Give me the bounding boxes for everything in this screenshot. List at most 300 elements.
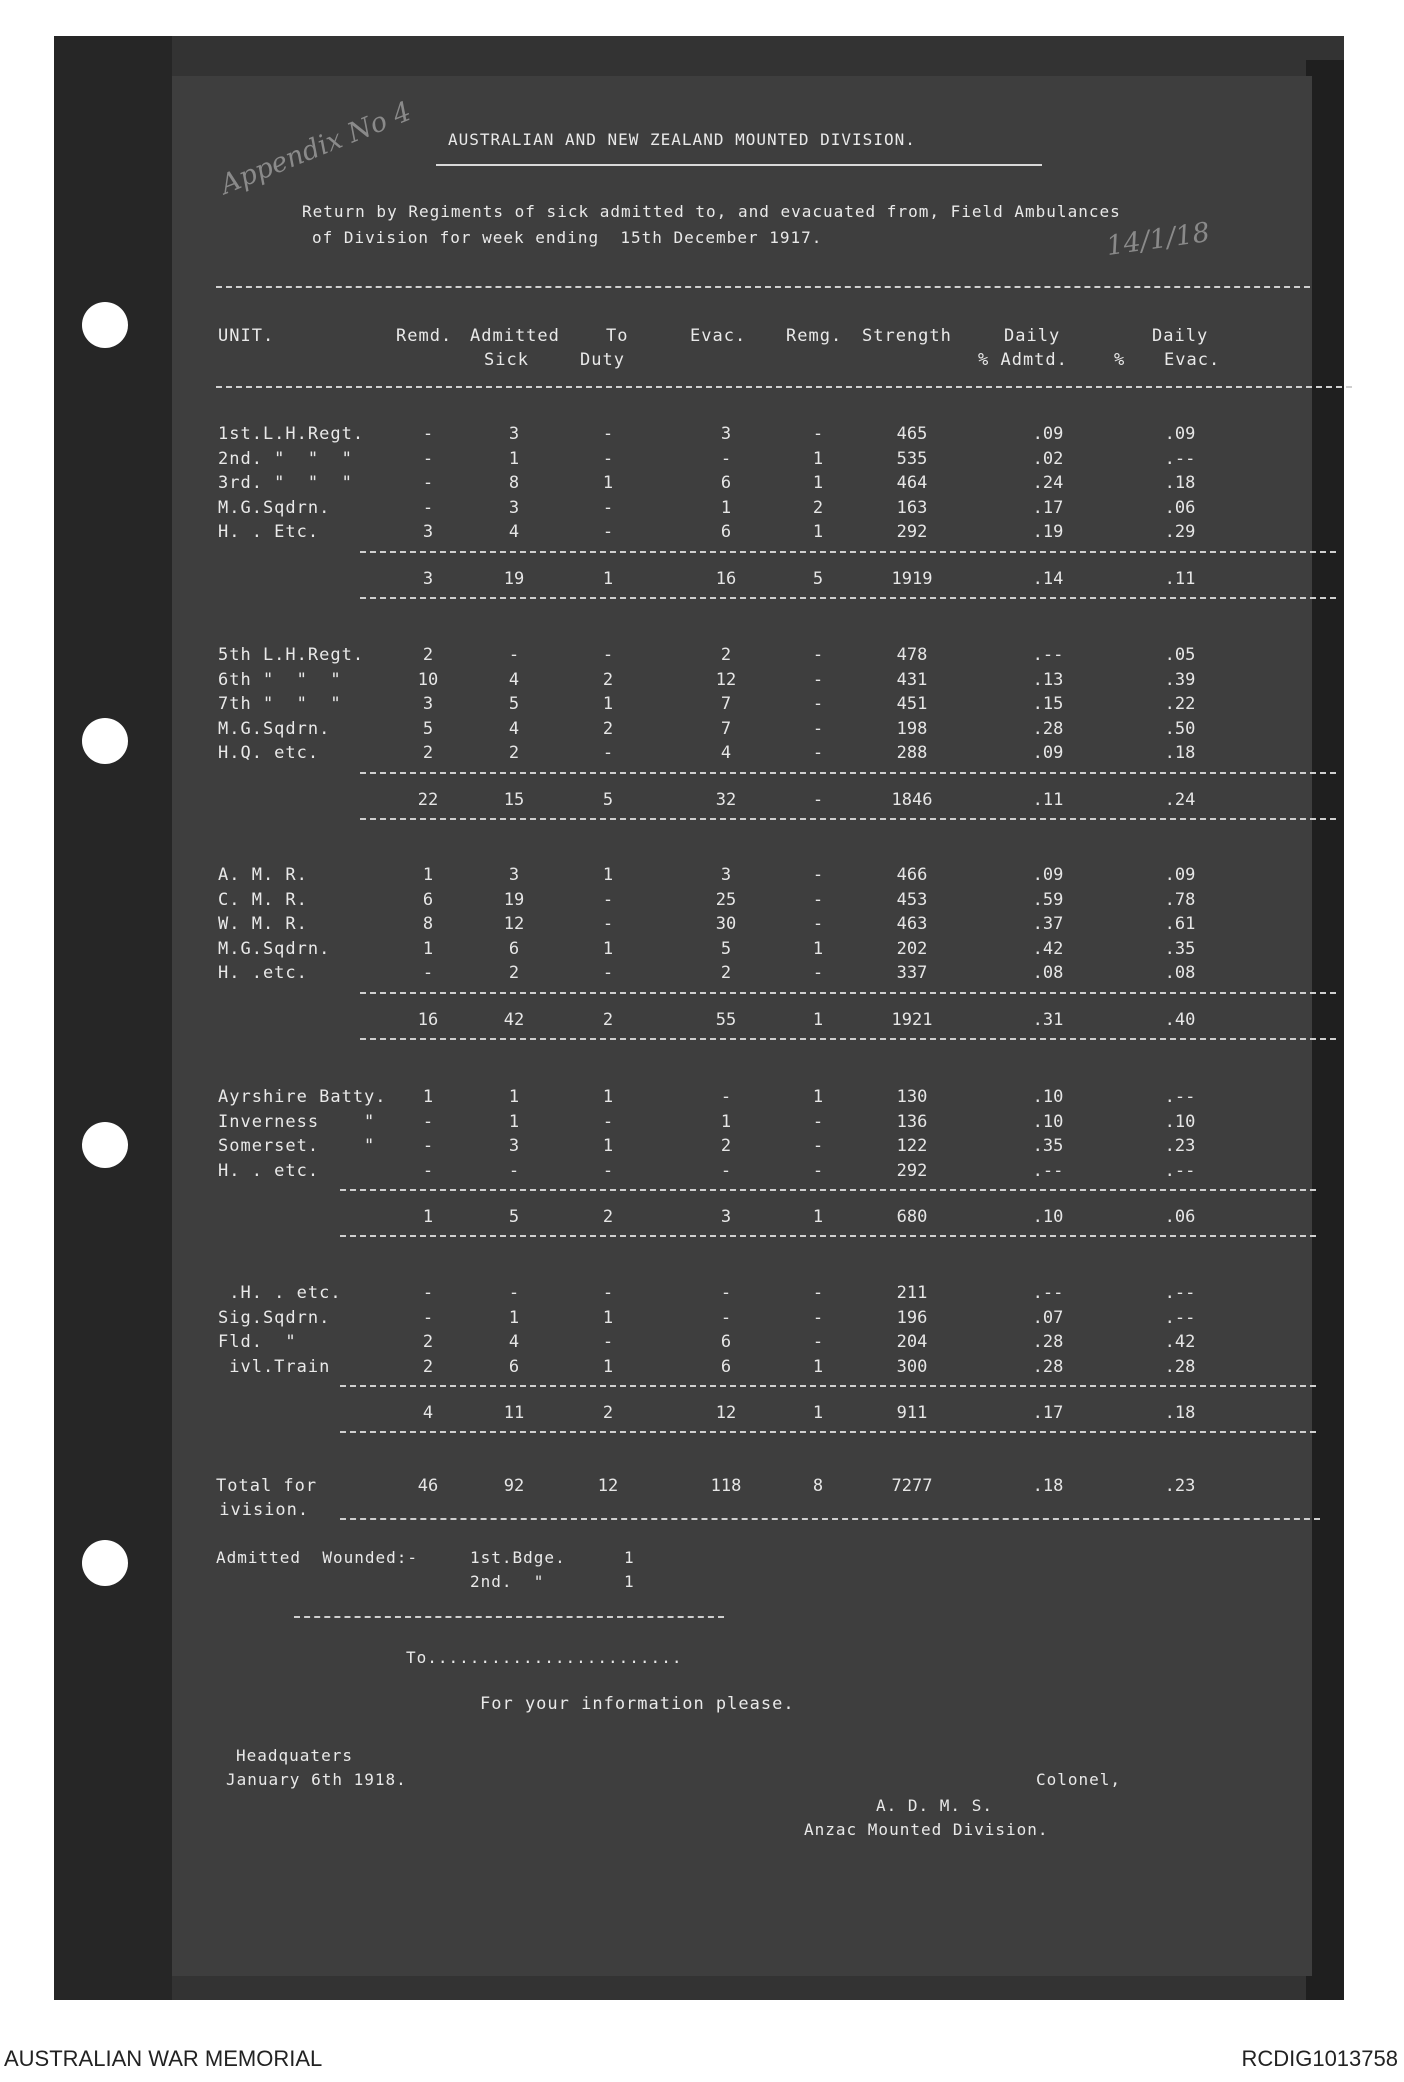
table-cell: .06 — [1164, 497, 1196, 518]
table-cell: 1 — [720, 497, 732, 518]
signature-rank: Colonel, — [1036, 1770, 1122, 1789]
table-cell: 3 — [422, 522, 434, 542]
table-cell: - — [812, 424, 824, 444]
table-cell: 5 — [720, 938, 732, 959]
table-cell: 2 — [422, 1332, 434, 1352]
table-cell: 1 — [812, 522, 824, 542]
unit-name-cell: H. . etc. — [218, 1160, 320, 1181]
table-cell: - — [508, 645, 520, 665]
wounded-unit-2: 2nd. " — [470, 1572, 545, 1591]
signature-title: A. D. M. S. — [876, 1796, 993, 1815]
table-cell: - — [812, 1307, 824, 1328]
subtotal-rule-bottom — [360, 597, 1336, 599]
table-cell: 7 — [720, 694, 732, 714]
table-cell: 12 — [503, 914, 525, 934]
table-cell: 3 — [508, 424, 520, 444]
table-cell: 6 — [508, 938, 520, 959]
table-cell: .22 — [1164, 694, 1196, 714]
table-cell: 4 — [508, 669, 520, 690]
table-cell: - — [602, 963, 614, 983]
table-cell: - — [720, 1283, 732, 1303]
subtotal-cell: 1 — [812, 1207, 824, 1227]
table-cell: - — [422, 473, 434, 493]
table-cell: - — [602, 914, 614, 934]
division-total-rule — [340, 1518, 1320, 1520]
table-cell: 463 — [896, 914, 928, 934]
table-cell: - — [720, 448, 732, 469]
subtotal-rule-top — [360, 551, 1336, 553]
subtotal-cell: 1919 — [891, 568, 933, 589]
table-cell: 136 — [896, 1111, 928, 1132]
unit-name-cell: H. .etc. — [218, 963, 308, 983]
table-cell: - — [602, 743, 614, 763]
table-cell: 1 — [812, 473, 824, 493]
table-cell: 4 — [508, 1332, 520, 1352]
table-cell: .39 — [1164, 669, 1196, 690]
table-cell: 478 — [896, 645, 928, 665]
table-cell: - — [812, 645, 824, 665]
unit-name-cell: 7th " " " — [218, 694, 342, 714]
table-cell: .09 — [1032, 424, 1064, 444]
subtotal-cell: 1 — [422, 1207, 434, 1227]
table-cell: 12 — [715, 669, 737, 690]
table-cell: .-- — [1164, 1283, 1196, 1303]
table-cell: 3 — [720, 424, 732, 444]
table-cell: 2 — [812, 497, 824, 518]
subtotal-cell: 12 — [715, 1403, 737, 1423]
table-cell: .07 — [1032, 1307, 1064, 1328]
table-cell: 3 — [422, 694, 434, 714]
table-cell: .18 — [1164, 473, 1196, 493]
subtotal-cell: 1 — [602, 568, 614, 589]
table-cell: .05 — [1164, 645, 1196, 665]
table-cell: - — [602, 448, 614, 469]
column-header-to: To — [606, 326, 629, 346]
table-cell: 1 — [812, 1356, 824, 1377]
subtotal-rule-bottom — [360, 1038, 1336, 1040]
table-cell: .28 — [1032, 1356, 1064, 1377]
table-cell: 30 — [715, 914, 737, 934]
table-cell: 2 — [422, 645, 434, 665]
unit-name-cell: 3rd. " " " — [218, 473, 353, 493]
table-cell: 8 — [508, 473, 520, 493]
subtotal-cell: 5 — [508, 1207, 520, 1227]
subtotal-cell: 16 — [417, 1009, 439, 1030]
subtotal-cell: 15 — [503, 789, 525, 810]
table-cell: 1 — [602, 694, 614, 714]
table-cell: 130 — [896, 1087, 928, 1107]
table-cell: - — [422, 448, 434, 469]
unit-name-cell: C. M. R. — [218, 889, 308, 910]
unit-name-cell: .H. . etc. — [218, 1283, 342, 1303]
table-cell: .09 — [1032, 865, 1064, 885]
subtotal-rule-top — [360, 992, 1336, 994]
subtotal-cell: .31 — [1032, 1009, 1064, 1030]
table-cell: - — [602, 497, 614, 518]
table-cell: - — [422, 1136, 434, 1156]
hq-line-2: January 6th 1918. — [226, 1770, 407, 1789]
table-cell: 2 — [422, 743, 434, 763]
punch-hole — [82, 718, 128, 764]
table-cell: 6 — [720, 522, 732, 542]
table-cell: 2 — [602, 669, 614, 690]
division-total-cell: 46 — [417, 1476, 439, 1496]
subtotal-cell: 5 — [812, 568, 824, 589]
table-cell: .15 — [1032, 694, 1064, 714]
table-cell: 1 — [508, 1307, 520, 1328]
division-total-cell: 92 — [503, 1476, 525, 1496]
unit-name-cell: Somerset. " — [218, 1136, 376, 1156]
subtotal-cell: .40 — [1164, 1009, 1196, 1030]
table-cell: .-- — [1032, 645, 1064, 665]
subtotal-cell: .24 — [1164, 789, 1196, 810]
table-cell: .09 — [1164, 424, 1196, 444]
subtotal-rule-bottom — [360, 818, 1336, 820]
table-cell: 3 — [508, 865, 520, 885]
wounded-value-2: 1 — [624, 1572, 635, 1591]
table-cell: .10 — [1032, 1111, 1064, 1132]
table-cell: .08 — [1032, 963, 1064, 983]
table-cell: - — [812, 1111, 824, 1132]
heading-underline — [436, 164, 1042, 166]
unit-name-cell: Inverness " — [218, 1111, 376, 1132]
date-annotation: 14/1/18 — [1104, 216, 1212, 263]
table-cell: .17 — [1032, 497, 1064, 518]
table-cell: 292 — [896, 522, 928, 542]
unit-name-cell: M.G.Sqdrn. — [218, 718, 331, 739]
archive-footer-left: AUSTRALIAN WAR MEMORIAL — [4, 2046, 323, 2071]
subtotal-cell: .11 — [1164, 568, 1196, 589]
column-header-remd: Remd. — [396, 326, 453, 346]
subtotal-cell: .06 — [1164, 1207, 1196, 1227]
table-cell: 1 — [720, 1111, 732, 1132]
table-cell: - — [812, 669, 824, 690]
table-cell: 4 — [720, 743, 732, 763]
subtotal-cell: 4 — [422, 1403, 434, 1423]
unit-name-cell: 1st.L.H.Regt. — [218, 424, 365, 444]
margin-annotation: Appendix No 4 — [216, 96, 416, 201]
table-cell: - — [812, 1136, 824, 1156]
unit-name-cell: ivl.Train — [218, 1356, 331, 1377]
column-header-strength: Strength — [862, 326, 952, 346]
table-cell: 5 — [422, 718, 434, 739]
table-cell: 5 — [508, 694, 520, 714]
table-cell: 1 — [602, 1087, 614, 1107]
subtotal-cell: .11 — [1032, 789, 1064, 810]
division-total-cell: 118 — [710, 1476, 742, 1496]
table-cell: - — [422, 1307, 434, 1328]
subtotal-rule-top — [340, 1189, 1316, 1191]
punch-hole — [82, 1122, 128, 1168]
column-header-duty: Duty — [580, 350, 625, 370]
table-cell: 1 — [602, 1307, 614, 1328]
subtotal-cell: 22 — [417, 789, 439, 810]
column-header-percent: % — [1114, 350, 1126, 370]
table-cell: 1 — [422, 938, 434, 959]
table-cell: 6 — [720, 1332, 732, 1352]
table-cell: .42 — [1032, 938, 1064, 959]
unit-name-cell: M.G.Sqdrn. — [218, 938, 331, 959]
table-cell: .18 — [1164, 743, 1196, 763]
subtotal-cell: 1 — [812, 1009, 824, 1030]
header-rule-top — [216, 286, 1310, 288]
table-cell: 466 — [896, 865, 928, 885]
subtotal-cell: .18 — [1164, 1403, 1196, 1423]
table-cell: 122 — [896, 1136, 928, 1156]
table-cell: .10 — [1164, 1111, 1196, 1132]
unit-name-cell: Sig.Sqdrn. — [218, 1307, 331, 1328]
hq-line-1: Headquaters — [236, 1746, 353, 1765]
table-cell: .08 — [1164, 963, 1196, 983]
table-cell: .19 — [1032, 522, 1064, 542]
subtotal-rule-top — [340, 1385, 1316, 1387]
table-cell: - — [602, 1283, 614, 1303]
subtotal-cell: - — [812, 789, 824, 810]
subtotal-cell: 32 — [715, 789, 737, 810]
table-cell: .-- — [1164, 1160, 1196, 1181]
column-header-daily-admtd: Daily — [1004, 326, 1061, 346]
subtotal-cell: .10 — [1032, 1207, 1064, 1227]
header-rule-bottom — [216, 386, 1352, 388]
table-cell: .78 — [1164, 889, 1196, 910]
table-cell: 2 — [602, 718, 614, 739]
column-header-unit: UNIT. — [218, 326, 275, 346]
subtotal-cell: 19 — [503, 568, 525, 589]
unit-name-cell: A. M. R. — [218, 865, 308, 885]
table-cell: - — [508, 1160, 520, 1181]
column-header-daily-evac: Daily — [1152, 326, 1209, 346]
table-cell: 1 — [422, 865, 434, 885]
division-total-cell: .18 — [1032, 1476, 1064, 1496]
table-cell: 6 — [508, 1356, 520, 1377]
table-cell: 6 — [720, 1356, 732, 1377]
table-cell: 1 — [602, 473, 614, 493]
table-cell: - — [602, 645, 614, 665]
table-cell: - — [602, 1111, 614, 1132]
table-cell: 288 — [896, 743, 928, 763]
table-cell: 1 — [508, 1087, 520, 1107]
table-cell: 204 — [896, 1332, 928, 1352]
subtotal-cell: .17 — [1032, 1403, 1064, 1423]
table-cell: .37 — [1032, 914, 1064, 934]
division-total-cell: 8 — [812, 1476, 824, 1496]
table-cell: 1 — [508, 448, 520, 469]
table-cell: 2 — [508, 963, 520, 983]
table-cell: .10 — [1032, 1087, 1064, 1107]
table-cell: - — [812, 865, 824, 885]
division-total-cell: 7277 — [891, 1476, 933, 1496]
table-cell: 4 — [508, 718, 520, 739]
unit-name-cell: W. M. R. — [218, 914, 308, 934]
unit-name-cell: M.G.Sqdrn. — [218, 497, 331, 518]
table-cell: 7 — [720, 718, 732, 739]
table-cell: 1 — [812, 938, 824, 959]
table-cell: .-- — [1032, 1283, 1064, 1303]
unit-name-cell: H.Q. etc. — [218, 743, 320, 763]
subtotal-cell: 1 — [812, 1403, 824, 1423]
table-cell: - — [720, 1087, 732, 1107]
table-cell: 2 — [720, 963, 732, 983]
table-cell: .23 — [1164, 1136, 1196, 1156]
column-header-evac-2: Evac. — [1164, 350, 1221, 370]
column-header-admitted: Admitted — [470, 326, 560, 346]
table-cell: - — [812, 1283, 824, 1303]
table-cell: 2 — [508, 743, 520, 763]
table-cell: - — [812, 718, 824, 739]
table-cell: 300 — [896, 1356, 928, 1377]
table-cell: 2 — [422, 1356, 434, 1377]
subtotal-cell: 2 — [602, 1403, 614, 1423]
wounded-unit-1: 1st.Bdge. — [470, 1548, 566, 1567]
table-cell: 1 — [602, 1136, 614, 1156]
subtotal-rule-bottom — [340, 1235, 1316, 1237]
subtotal-cell: 42 — [503, 1009, 525, 1030]
subtotal-cell: 680 — [896, 1207, 928, 1227]
subtotal-cell: 55 — [715, 1009, 737, 1030]
subtotal-cell: 1846 — [891, 789, 933, 810]
table-cell: .50 — [1164, 718, 1196, 739]
wounded-label: Admitted Wounded:- — [216, 1548, 419, 1567]
wounded-value-1: 1 — [624, 1548, 635, 1567]
table-cell: .28 — [1032, 1332, 1064, 1352]
table-cell: 211 — [896, 1283, 928, 1303]
archive-footer-right: RCDIG1013758 — [1241, 2046, 1398, 2071]
table-cell: 1 — [602, 1356, 614, 1377]
subtotal-cell: 16 — [715, 568, 737, 589]
column-header-admtd: % Admtd. — [978, 350, 1068, 370]
table-cell: 19 — [503, 889, 525, 910]
division-total-label: Total for — [216, 1476, 318, 1496]
table-cell: .29 — [1164, 522, 1196, 542]
table-cell: 2 — [720, 1136, 732, 1156]
info-line: For your information please. — [480, 1694, 795, 1714]
table-cell: 3 — [508, 497, 520, 518]
signature-separator-rule — [294, 1616, 724, 1618]
subtotal-cell: 3 — [720, 1207, 732, 1227]
table-cell: .13 — [1032, 669, 1064, 690]
table-cell: 10 — [417, 669, 439, 690]
to-line: To........................ — [406, 1648, 683, 1667]
table-cell: 8 — [422, 914, 434, 934]
subtotal-cell: 11 — [503, 1403, 525, 1423]
punch-hole — [82, 1540, 128, 1586]
table-cell: .61 — [1164, 914, 1196, 934]
table-cell: .35 — [1164, 938, 1196, 959]
table-cell: .42 — [1164, 1332, 1196, 1352]
signature-unit: Anzac Mounted Division. — [804, 1820, 1049, 1839]
subtotal-rule-bottom — [340, 1431, 1316, 1433]
division-total-cell: .23 — [1164, 1476, 1196, 1496]
table-cell: 465 — [896, 424, 928, 444]
table-cell: .24 — [1032, 473, 1064, 493]
column-header-sick: Sick — [484, 350, 529, 370]
table-cell: - — [812, 1332, 824, 1352]
table-cell: .-- — [1164, 1307, 1196, 1328]
table-cell: .02 — [1032, 448, 1064, 469]
table-cell: .28 — [1164, 1356, 1196, 1377]
table-cell: 196 — [896, 1307, 928, 1328]
table-cell: .35 — [1032, 1136, 1064, 1156]
table-cell: 202 — [896, 938, 928, 959]
table-cell: - — [602, 424, 614, 444]
description-line-1: Return by Regiments of sick admitted to, and evacuated from, Field Ambulances — [302, 202, 1121, 221]
table-cell: - — [508, 1283, 520, 1303]
description-line-2: of Division for week ending 15th December 1917. — [312, 228, 823, 247]
table-cell: - — [602, 889, 614, 910]
table-cell: 6 — [720, 473, 732, 493]
table-cell: - — [812, 963, 824, 983]
table-cell: 1 — [422, 1087, 434, 1107]
unit-name-cell: Ayrshire Batty. — [218, 1087, 387, 1107]
table-cell: 292 — [896, 1160, 928, 1181]
table-cell: 3 — [508, 1136, 520, 1156]
table-cell: - — [602, 1160, 614, 1181]
table-cell: - — [812, 743, 824, 763]
column-header-remg: Remg. — [786, 326, 843, 346]
table-cell: - — [602, 522, 614, 542]
table-cell: - — [720, 1160, 732, 1181]
table-cell: 6 — [422, 889, 434, 910]
table-cell: - — [422, 1111, 434, 1132]
table-cell: 2 — [720, 645, 732, 665]
table-cell: - — [812, 889, 824, 910]
unit-name-cell: H. . Etc. — [218, 522, 320, 542]
table-cell: .59 — [1032, 889, 1064, 910]
table-cell: 451 — [896, 694, 928, 714]
subtotal-cell: 2 — [602, 1207, 614, 1227]
table-cell: 3 — [720, 865, 732, 885]
table-cell: 431 — [896, 669, 928, 690]
document-heading: AUSTRALIAN AND NEW ZEALAND MOUNTED DIVISION. — [448, 130, 916, 149]
table-cell: 464 — [896, 473, 928, 493]
table-cell: .-- — [1164, 1087, 1196, 1107]
table-cell: 25 — [715, 889, 737, 910]
unit-name-cell: 2nd. " " " — [218, 448, 353, 469]
table-cell: .-- — [1164, 448, 1196, 469]
table-cell: .28 — [1032, 718, 1064, 739]
subtotal-rule-top — [360, 772, 1336, 774]
table-cell: - — [812, 1160, 824, 1181]
table-cell: - — [812, 694, 824, 714]
table-cell: - — [422, 424, 434, 444]
table-cell: 1 — [812, 1087, 824, 1107]
table-cell: - — [720, 1307, 732, 1328]
subtotal-cell: 911 — [896, 1403, 928, 1423]
table-cell: 453 — [896, 889, 928, 910]
table-cell: 535 — [896, 448, 928, 469]
table-cell: .-- — [1032, 1160, 1064, 1181]
column-header-evac: Evac. — [690, 326, 747, 346]
table-cell: 1 — [812, 448, 824, 469]
table-cell: 163 — [896, 497, 928, 518]
table-cell: - — [602, 1332, 614, 1352]
unit-name-cell: Fld. " — [218, 1332, 297, 1352]
division-total-label-2: ivision. — [208, 1500, 310, 1520]
table-cell: 198 — [896, 718, 928, 739]
table-cell: - — [422, 1283, 434, 1303]
unit-name-cell: 6th " " " — [218, 669, 342, 690]
table-cell: .09 — [1032, 743, 1064, 763]
subtotal-cell: 1921 — [891, 1009, 933, 1030]
division-total-cell: 12 — [597, 1476, 619, 1496]
table-cell: - — [422, 497, 434, 518]
table-cell: 1 — [508, 1111, 520, 1132]
subtotal-cell: 5 — [602, 789, 614, 810]
table-cell: - — [422, 963, 434, 983]
table-cell: - — [812, 914, 824, 934]
table-cell: 1 — [602, 938, 614, 959]
subtotal-cell: 2 — [602, 1009, 614, 1030]
